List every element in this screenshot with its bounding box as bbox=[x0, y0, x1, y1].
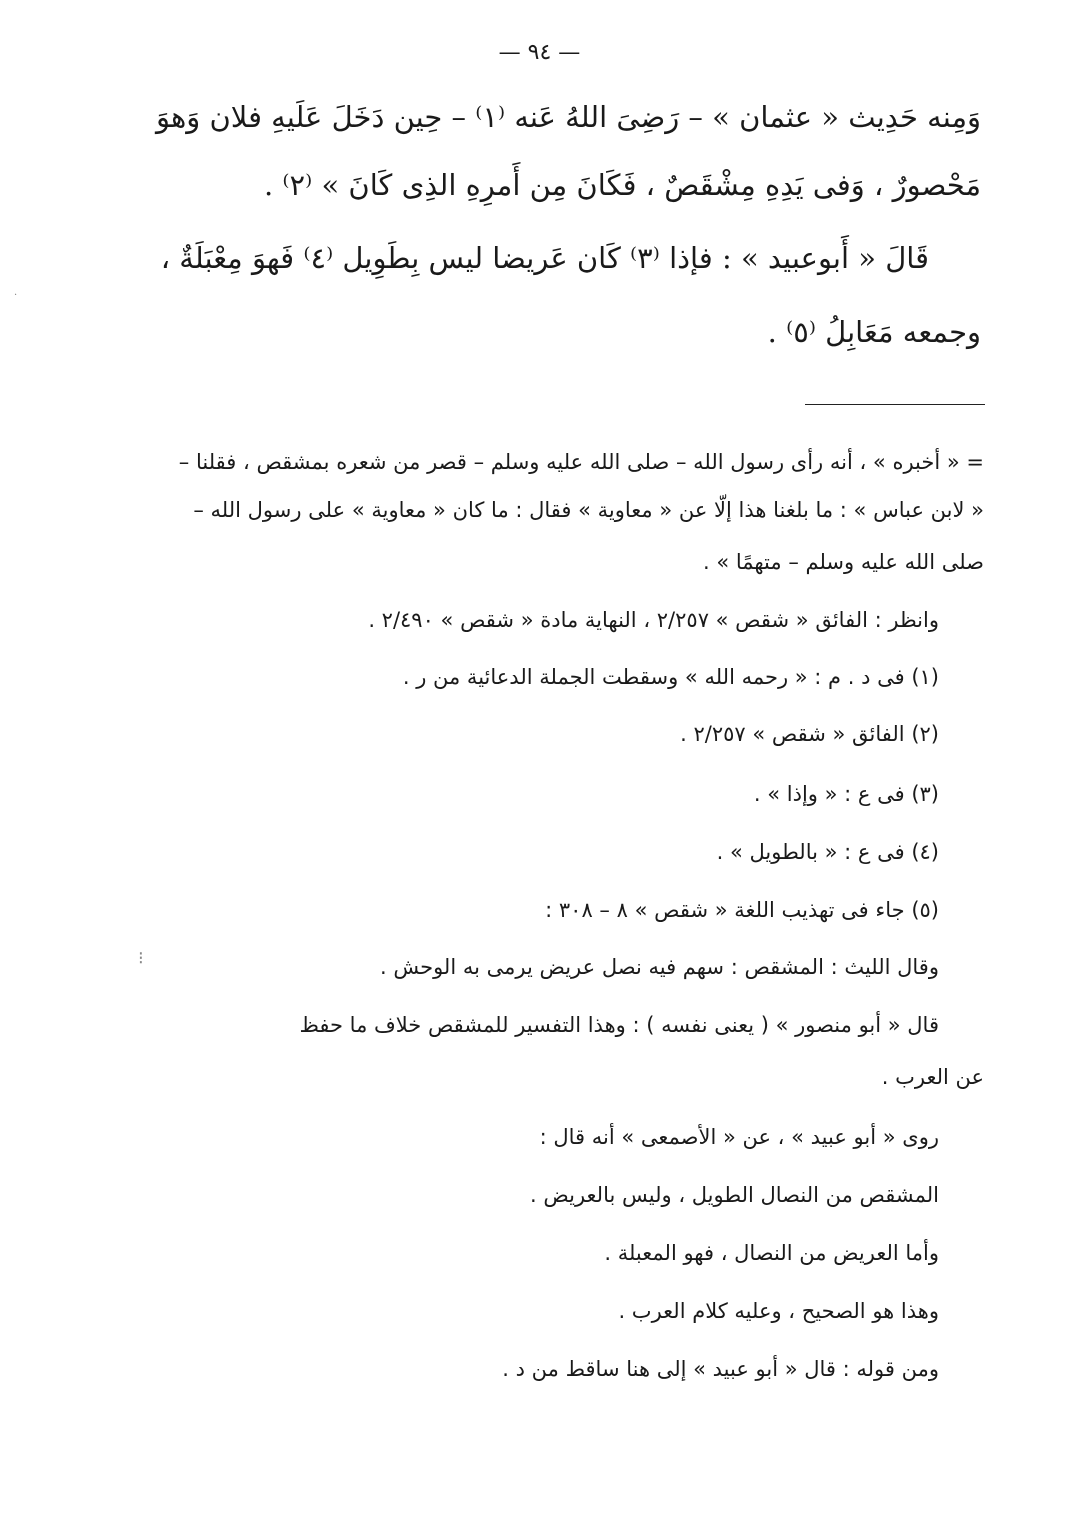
footnote-1: (١) فى د . م : « رحمه الله » وسقطت الجملة الدعائية من ر . bbox=[402, 665, 939, 689]
main-text-line-4: وجمعه مَعَابِلُ ⁽٥⁾ . bbox=[767, 315, 981, 349]
page-number: — ٩٤ — bbox=[498, 40, 581, 65]
footnote-continuation-line-3: صلى الله عليه وسلم – متهمًا » . bbox=[702, 550, 984, 574]
scan-dot: · bbox=[14, 290, 18, 301]
main-text-line-3: قَالَ « أَبوعبيد » : فإذا ⁽٣⁾ كَان عَريضا ليس بِطَوِيل ⁽٤⁾ فَهوَ مِعْبَلَةٌ ، bbox=[160, 241, 929, 275]
footnote-separator bbox=[805, 404, 985, 405]
quote-line-5: المشقص من النصال الطويل ، وليس بالعريض . bbox=[530, 1183, 939, 1207]
scan-mark: ⁝ bbox=[138, 948, 144, 969]
footnote-3: (٣) فى ع : « وإذا » . bbox=[753, 782, 939, 806]
footnote-2: (٢) الفائق « شقص » ٢/٢٥٧ . bbox=[680, 722, 939, 746]
footnote-5: (٥) جاء فى تهذيب اللغة « شقص » ٨ – ٣٠٨ : bbox=[545, 898, 939, 922]
quote-line-1: وقال الليث : المشقص : سهم فيه نصل عريض يرمى به الوحش . bbox=[379, 955, 939, 979]
main-text-line-1: وَمِنه حَدِيث « عثمان » – رَضِىَ اللهُ عَنه ⁽١⁾ – حِين دَخَلَ عَلَيهِ فلان وَهوَ bbox=[155, 100, 981, 134]
quote-line-7: وهذا هو الصحيح ، وعليه كلام العرب . bbox=[618, 1299, 939, 1323]
quote-line-4: روى « أبو عبيد » ، عن « الأصمعى » أنه قال : bbox=[539, 1125, 939, 1149]
footnote-continuation-line-2: « لابن عباس » : ما بلغنا هذا إلّا عن « معاوية » فقال : ما كان « معاوية » على رسول الله – bbox=[193, 498, 984, 522]
quote-line-2: قال « أبو منصور » ( يعنى نفسه ) : وهذا التفسير للمشقص خلاف ما حفظ bbox=[299, 1013, 939, 1037]
footnote-4: (٤) فى ع : « بالطويل » . bbox=[716, 840, 939, 864]
main-text-line-2: مَحْصورٌ ، وَفى يَدِهِ مِشْقَصٌ ، فَكَانَ مِن أَمرِهِ الذِى كَانَ » ⁽٢⁾ . bbox=[263, 168, 981, 202]
quote-line-6: وأما العريض من النصال ، فهو المعبلة . bbox=[604, 1241, 939, 1265]
quote-line-3: عن العرب . bbox=[881, 1065, 984, 1089]
footnote-continuation-line-1: = « أخبره » ، أنه رأى رسول الله – صلى الله عليه وسلم – قصر من شعره بمشقص ، فقلنا – bbox=[178, 450, 984, 474]
quote-line-8: ومن قوله : قال « أبو عبيد » إلى هنا ساقط من د . bbox=[502, 1357, 939, 1381]
footnote-see-also: وانظر : الفائق « شقص » ٢/٢٥٧ ، النهاية مادة « شقص » ٢/٤٩٠ . bbox=[368, 608, 939, 632]
